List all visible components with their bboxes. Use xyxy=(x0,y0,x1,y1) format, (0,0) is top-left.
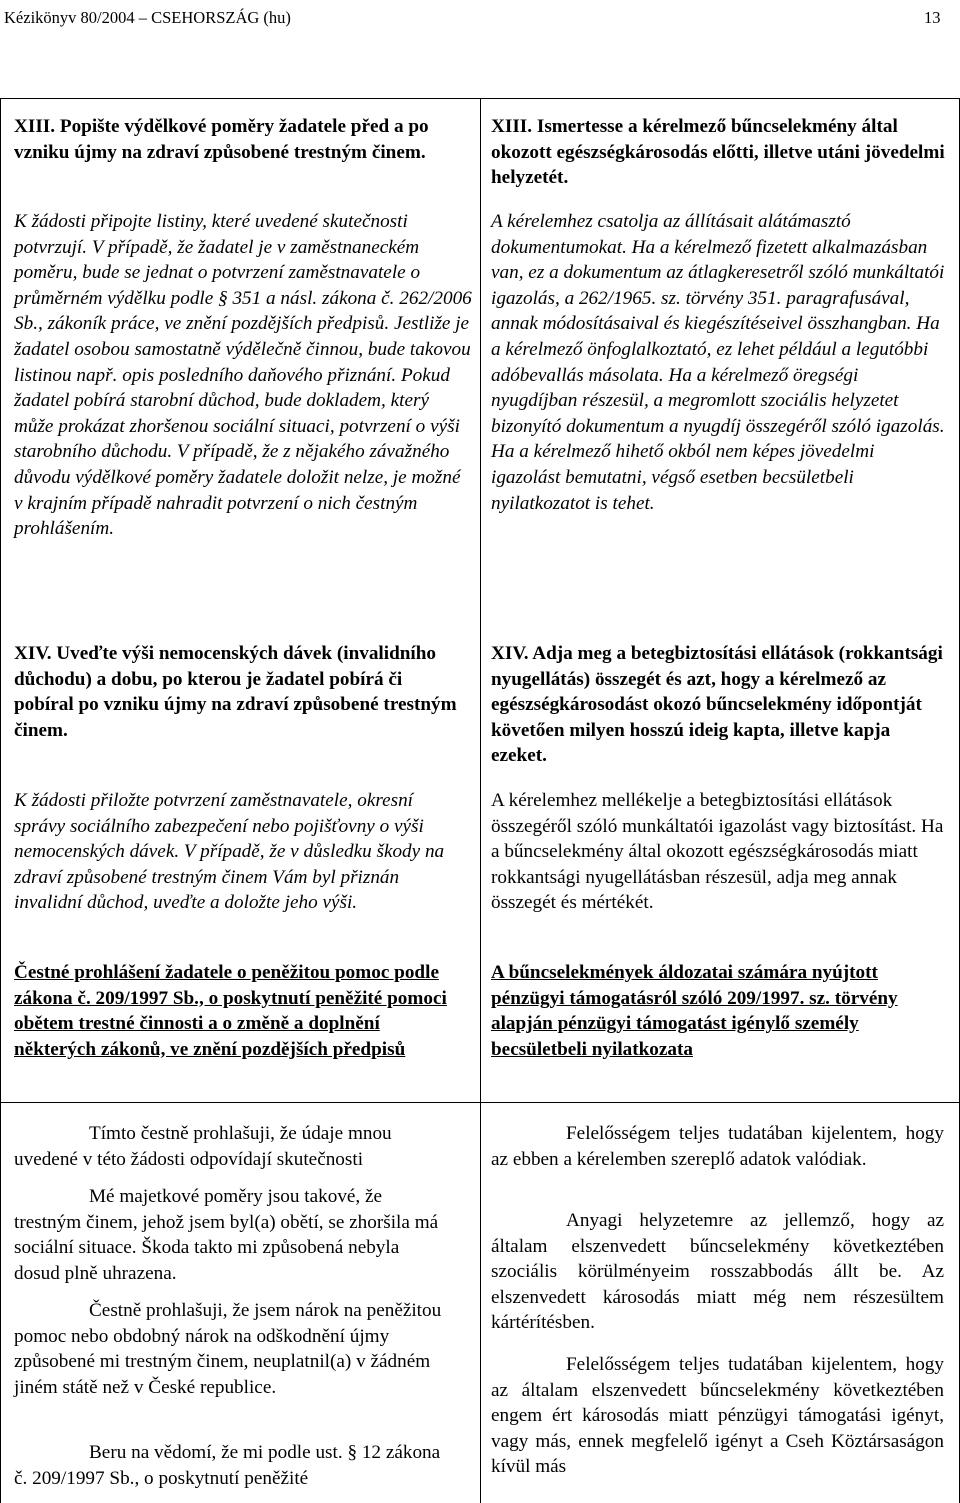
declaration-p3-hu: Felelősségem teljes tudatában kijelentem, hogy az általam elszenvedett bűncselekmény következtében engem ért károsodás miatt pénzügyi támogatási igényt, vagy más, ennek megfelelő igényt a Cseh Köztársaságon kívül más xyxy=(491,1354,944,1478)
declaration-title-hu: A bűncselekmények áldozatai számára nyújtott pénzügyi támogatásról szóló 209/1997. sz. törvény alapján pénzügyi támogatást igénylő személy becsületbeli nyilatkozata xyxy=(491,962,898,1060)
section-xiv-body-cz: K žádosti přiložte potvrzení zaměstnavatele, okresní správy sociálního zabezpečení nebo pojišťovny o výši nemocenských dávek. V případě, že v důsledku škody na zdraví způsobené trestným činem Vám byl přiznán invalidní důchod, uveďte a doložte jeho výši. xyxy=(14,790,445,914)
section-xiii-title-cz: XIII. Popište výdělkové poměry žadatele před a po vzniku újmy na zdraví způsobené trestným činem. xyxy=(14,116,429,163)
column-divider xyxy=(480,98,481,1503)
table-left-border xyxy=(0,98,1,1503)
section-xiii-body-hu: A kérelemhez csatolja az állításait alátámasztó dokumentumokat. Ha a kérelmező fizetett alkalmazásban van, ez a dokumentum az átlagkeresetről szóló munkáltatói igazolás, a 262/1965. sz. törvény 351. paragrafusával, annak módosításaival és kiegészítéseivel összhangban. Ha a kérelmező önfoglalkoztató, ez lehet például a legutóbbi adóbevallás másolata. Ha a kérelmező öregségi nyugdíjban részesül, a megromlott szociális helyzetet bizonyító dokumentum a nyugdíj összegéről szóló igazolás. Ha a kérelmező hihető okból nem képes jövedelmi igazolást bemutatni, végső esetben becsületbeli nyilatkozatot is tehet. xyxy=(491,211,945,514)
section-xiv-title-cz: XIV. Uveďte výši nemocenských dávek (invalidního důchodu) a dobu, po kterou je žadatel pobírá či pobíral po vzniku újmy na zdraví způsobené trestným činem. xyxy=(14,643,457,741)
section-xiv-body-hu: A kérelemhez mellékelje a betegbiztosítási ellátások összegéről szóló munkáltatói igazolást vagy biztosítást. Ha a bűncselekmény által okozott egészségkárosodás miatt rokkantsági nyugellátásban részesül, adja meg annak összegét és mértékét. xyxy=(491,790,944,914)
declaration-p2-cz: Mé majetkové poměry jsou takové, že trestným činem, jehož jsem byl(a) obětí, se zhoršila má sociální situace. Škoda takto mi způsobená nebyla dosud plně uhrazena. xyxy=(14,1186,439,1284)
declaration-p1-hu: Felelősségem teljes tudatában kijelentem, hogy az ebben a kérelemben szereplő adatok valódiak. xyxy=(491,1123,944,1170)
section-xiii-body-cz: K žádosti připojte listiny, které uvedené skutečnosti potvrzují. V případě, že žadatel je v zaměstnaneckém poměru, bude se jednat o potvrzení zaměstnavatele o průměrném výdělku podle § 351 a násl. zákona č. 262/2006 Sb., zákoník práce, ve znění pozdějších předpisů. Jestliže je žadatel osobou samostatně výdělečně činnou, bude takovou listinou např. opis posledního daňového přiznání. Pokud žadatel pobírá starobní důchod, bude dokladem, který může prokázat zhoršenou sociální situaci, potvrzení o výši starobního důchodu. V případě, že z nějakého závažného důvodu výdělkové poměry žadatele doložit nelze, je možné v krajním případě nahradit potvrzení o nich čestným prohlášením. xyxy=(14,211,472,540)
declaration-p3-cz: Čestně prohlašuji, že jsem nárok na peněžitou pomoc nebo obdobný nárok na odškodnění újmy způsobené mi trestným činem, neuplatnil(a) v žádném jiném státě než v České republice. xyxy=(14,1300,442,1398)
section-xiii-title-hu: XIII. Ismertesse a kérelmező bűncselekmény által okozott egészségkárosodás előtti, illetve utáni jövedelmi helyzetét. xyxy=(491,116,945,189)
declaration-title-cz: Čestné prohlášení žadatele o peněžitou pomoc podle zákona č. 209/1997 Sb., o poskytnutí peněžité pomoci obětem trestné činnosti a o změně a doplnění některých zákonů, ve znění pozdějších předpisů xyxy=(14,962,447,1060)
declaration-p1-cz: Tímto čestně prohlašuji, že údaje mnou uvedené v této žádosti odpovídají skutečnosti xyxy=(14,1123,392,1170)
section-xiv-title-hu: XIV. Adja meg a betegbiztosítási ellátások (rokkantsági nyugellátás) összegét és azt, hogy a kérelmező az egészségkárosodást okozó bűncselekmény időpontját követően milyen hosszú ideig kapta, illetve kapja ezeket. xyxy=(491,643,943,767)
page-number: 13 xyxy=(924,8,941,27)
declaration-p4-cz: Beru na vědomí, že mi podle ust. § 12 zákona č. 209/1997 Sb., o poskytnutí peněžité xyxy=(14,1442,441,1489)
header-title: Kézikönyv 80/2004 – CSEHORSZÁG (hu) xyxy=(4,8,291,27)
declaration-p2-hu: Anyagi helyzetemre az jellemző, hogy az általam elszenvedett bűncselekmény következtében szociális körülményeim rosszabbodás állt be. Az elszenvedett károsodás miatt még nem részesültem kártérítésben. xyxy=(491,1210,944,1334)
declaration-row-divider xyxy=(0,1102,960,1103)
